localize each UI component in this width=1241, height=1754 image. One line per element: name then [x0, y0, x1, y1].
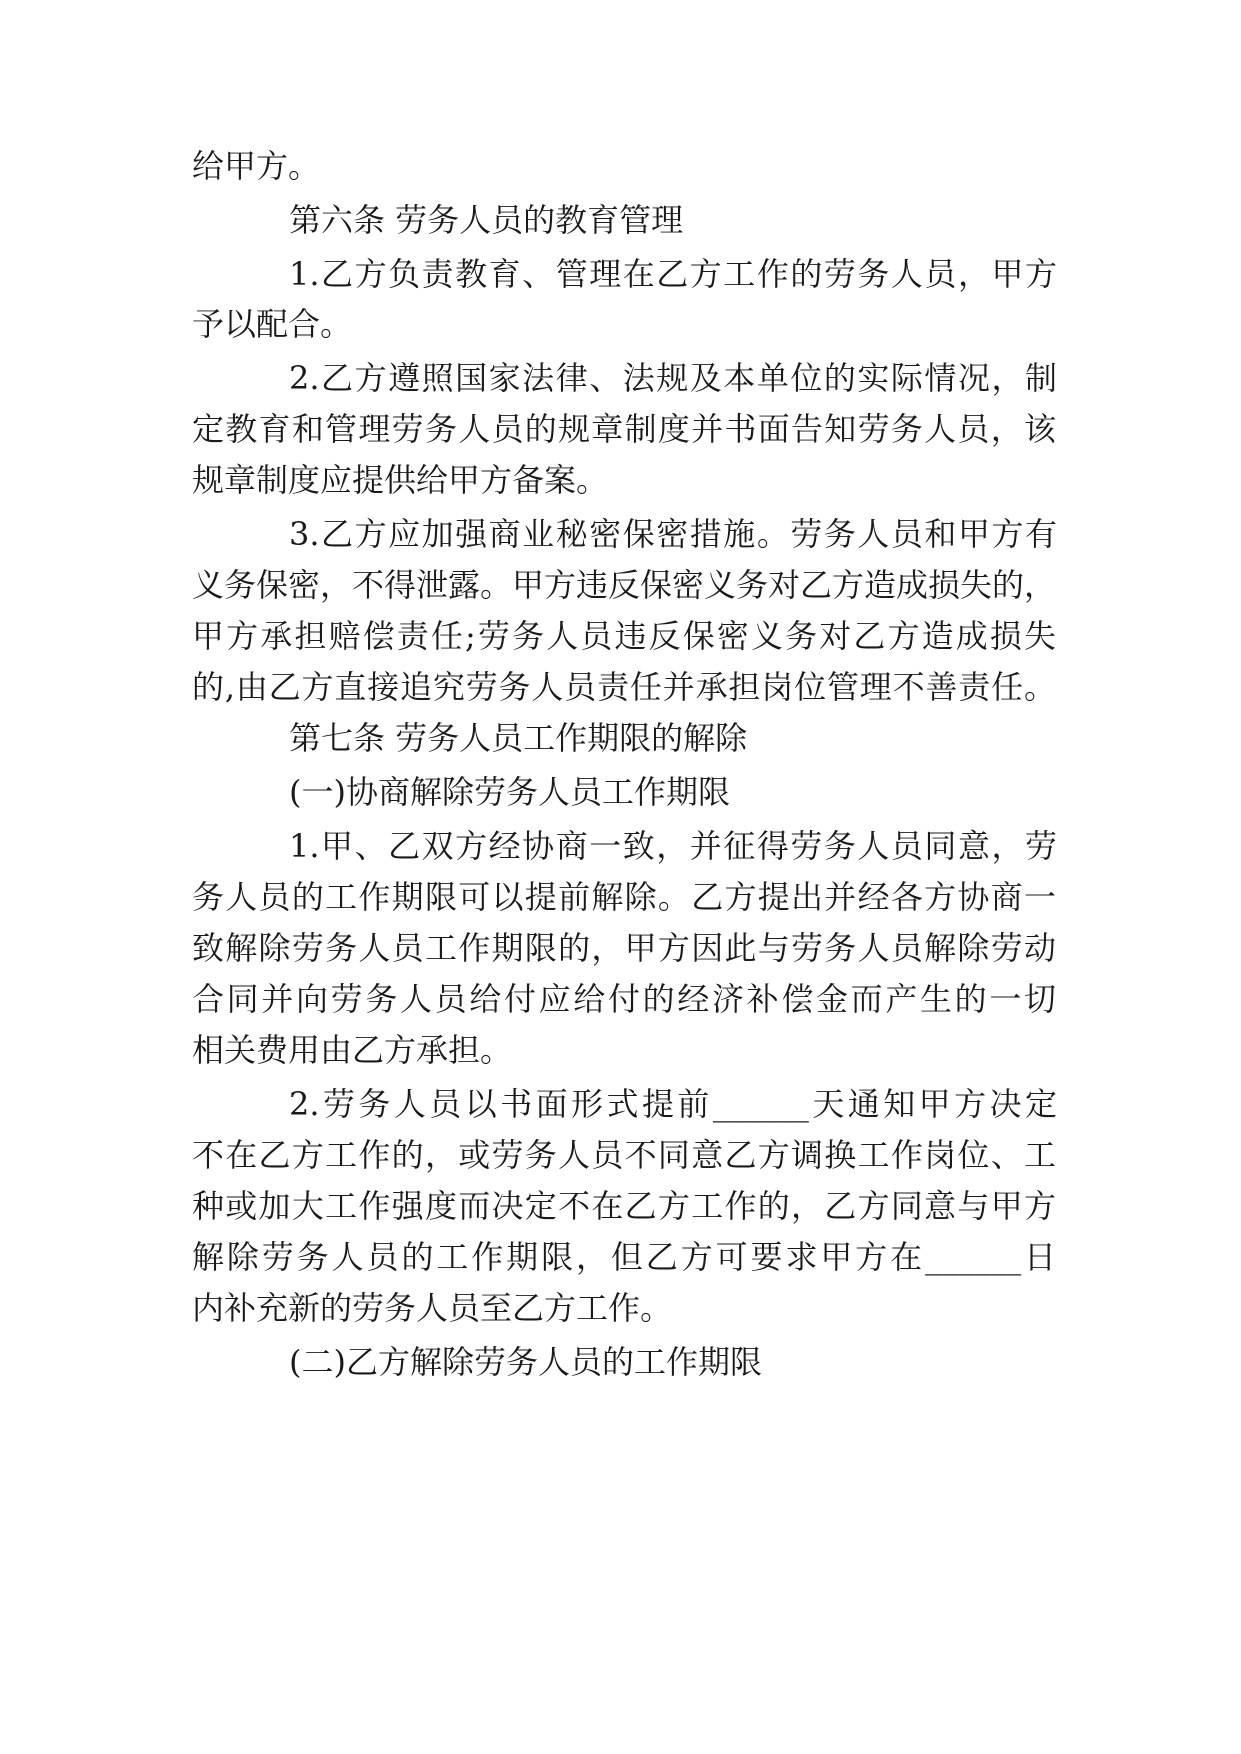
- text-line: 定教育和管理劳务人员的规章制度并书面告知劳务人员，该: [192, 410, 1056, 448]
- text-line: 规章制度应提供给甲方备案。: [192, 461, 609, 499]
- text-line: 2.劳务人员以书面形式提前______天通知甲方决定: [289, 1085, 1057, 1123]
- text-line: 予以配合。: [192, 305, 353, 343]
- text-line: 3.乙方应加强商业秘密保密措施。劳务人员和甲方有: [289, 515, 1057, 553]
- text-line: 义务保密，不得泄露。甲方违反保密义务对乙方造成损失的，: [192, 566, 1056, 604]
- text-line: 合同并向劳务人员给付应给付的经济补偿金而产生的一切: [192, 980, 1056, 1018]
- section-heading: 第七条 劳务人员工作期限的解除: [289, 719, 748, 757]
- text-line: 1.乙方负责教育、管理在乙方工作的劳务人员，甲方: [289, 255, 1057, 293]
- text-line: 致解除劳务人员工作期限的，甲方因此与劳务人员解除劳动: [192, 929, 1056, 967]
- subsection-heading: (一)协商解除劳务人员工作期限: [289, 773, 730, 811]
- text-line: 甲方承担赔偿责任;劳务人员违反保密义务对乙方造成损失: [192, 617, 1056, 655]
- text-line: 的,由乙方直接追究劳务人员责任并承担岗位管理不善责任。: [192, 668, 1056, 706]
- subsection-heading: (二)乙方解除劳务人员的工作期限: [289, 1343, 762, 1381]
- section-heading: 第六条 劳务人员的教育管理: [289, 201, 684, 239]
- text-line: 1.甲、乙双方经协商一致，并征得劳务人员同意，劳: [289, 827, 1057, 865]
- text-line: 务人员的工作期限可以提前解除。乙方提出并经各方协商一: [192, 878, 1056, 916]
- text-line: 给甲方。: [192, 147, 321, 185]
- text-line: 2.乙方遵照国家法律、法规及本单位的实际情况，制: [289, 359, 1057, 397]
- text-line: 种或加大工作强度而决定不在乙方工作的，乙方同意与甲方: [192, 1187, 1056, 1225]
- text-line: 内补充新的劳务人员至乙方工作。: [192, 1289, 673, 1327]
- text-line: 不在乙方工作的，或劳务人员不同意乙方调换工作岗位、工: [192, 1136, 1056, 1174]
- text-line: 解除劳务人员的工作期限，但乙方可要求甲方在______日: [192, 1238, 1056, 1276]
- text-line: 相关费用由乙方承担。: [192, 1031, 513, 1069]
